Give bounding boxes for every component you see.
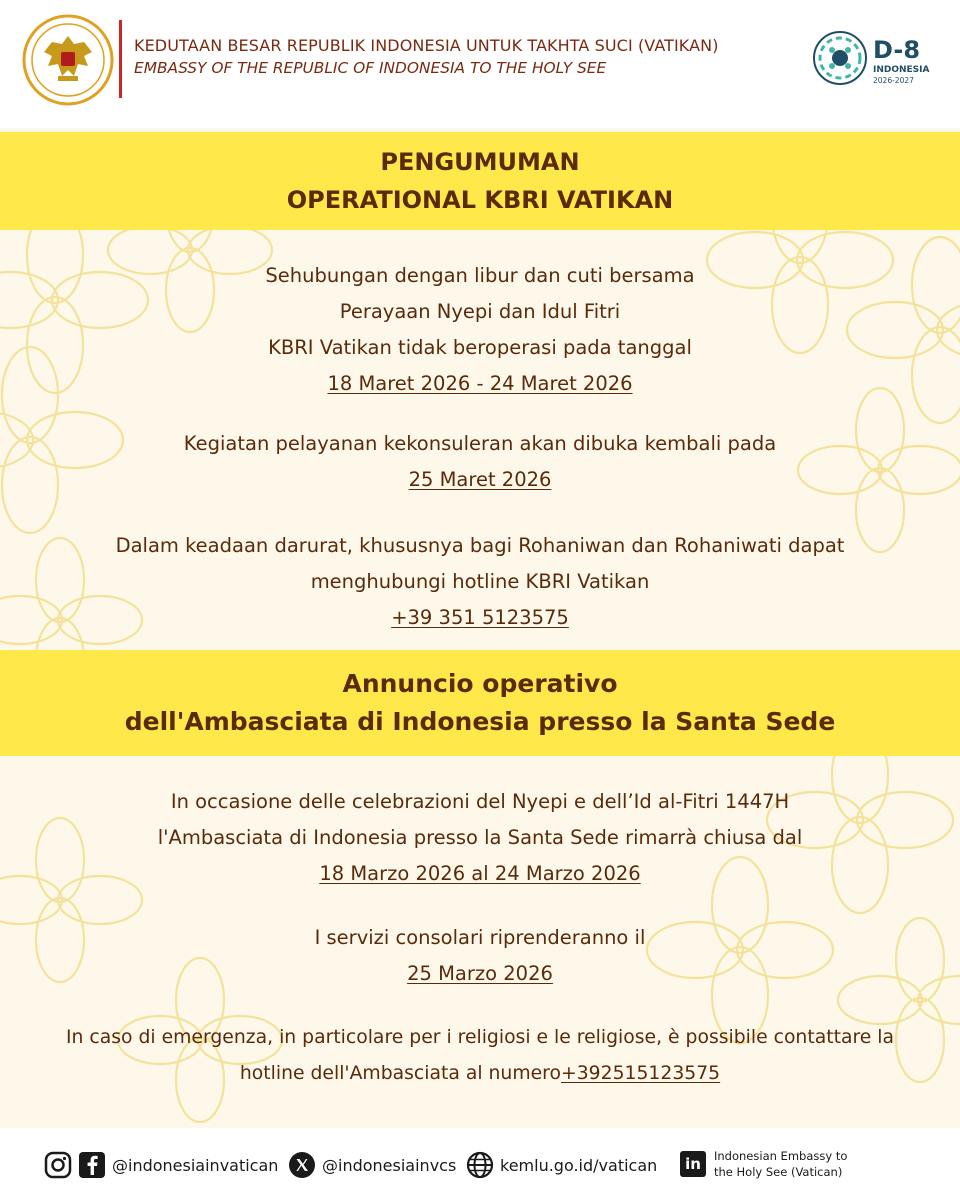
website-link[interactable] [466,1151,657,1179]
hotline-number[interactable]: +392515123575 [560,1063,721,1084]
paragraph-line: l'Ambasciata di Indonesia presso la Santa Sede rimarrà chiusa dal [157,826,803,849]
d8-years: 2026-2027 [873,76,914,85]
italian-paragraph-1 [0,784,960,892]
linkedin-line1: Indonesian Embassy to [714,1149,848,1163]
linkedin-icon[interactable]: in [680,1151,706,1177]
paragraph-line: menghubungi hotline KBRI Vatikan [310,570,650,593]
instagram-icon[interactable] [44,1151,72,1179]
indonesian-paragraph-3 [0,528,960,636]
instagram-facebook-handle[interactable]: @indonesiainvatican [112,1155,279,1175]
linkedin-line2: the Holy See (Vatican) [714,1165,843,1179]
header-divider [119,20,122,98]
paragraph-line: Perayaan Nyepi dan Idul Fitri [339,300,621,323]
banner-title-line2: dell'Ambasciata di Indonesia presso la Santa Sede [124,707,836,736]
indonesian-paragraph-1 [0,258,960,402]
reopening-date: 25 Maret 2026 [408,468,552,491]
paragraph-line: I servizi consolari riprenderanno il [314,926,646,949]
announcement-banner-indonesian [0,132,960,230]
italian-paragraph-3 [0,1020,960,1092]
paragraph-line: hotline dell'Ambasciata al numero [239,1063,561,1084]
paragraph-line: Dalam keadaan darurat, khususnya bagi Rohaniwan dan Rohaniwati dapat [115,534,845,557]
paragraph-line: In occasione delle celebrazioni del Nyepi e dell’Id al-Fitri 1447H [170,790,790,813]
paragraph-line: KBRI Vatikan tidak beroperasi pada tanggal [268,336,692,359]
reopening-date: 25 Marzo 2026 [407,962,553,985]
paragraph-line: In caso di emergenza, in particolare per i religiosi e le religiose, è possibile contattare la [65,1027,895,1048]
embassy-name-english: EMBASSY OF THE REPUBLIC OF INDONESIA TO THE HOLY SEE [134,59,607,77]
social-instagram-facebook[interactable] [44,1151,278,1179]
social-linkedin[interactable] [680,1146,847,1182]
x-icon[interactable] [288,1151,316,1179]
hotline-number[interactable]: +39 351 5123575 [391,606,569,629]
banner-title-line1: PENGUMUMAN [380,148,580,176]
banner-title-line1: Annuncio operativo [342,669,618,698]
globe-icon [466,1151,494,1179]
banner-title-line2: OPERATIONAL KBRI VATIKAN [286,186,674,214]
garuda-emblem-icon [22,14,114,106]
facebook-icon[interactable] [78,1151,106,1179]
social-x[interactable] [288,1151,456,1179]
x-handle[interactable]: @indonesiainvcs [322,1155,457,1175]
embassy-name-indonesian: KEDUTAAN BESAR REPUBLIK INDONESIA UNTUK TAKHTA SUCI (VATIKAN) [134,36,719,55]
website-url[interactable]: kemlu.go.id/vatican [500,1155,658,1175]
announcement-banner-italian [0,650,960,756]
closure-dates: 18 Marzo 2026 al 24 Marzo 2026 [319,862,641,885]
indonesian-paragraph-2 [0,426,960,498]
paragraph-line: Sehubungan dengan libur dan cuti bersama [265,264,695,287]
paragraph-line: Kegiatan pelayanan kekonsuleran akan dibuka kembali pada [183,432,777,455]
closure-dates: 18 Maret 2026 - 24 Maret 2026 [327,372,633,395]
d8-subtitle: INDONESIA [873,65,930,75]
italian-paragraph-2 [0,920,960,992]
linkedin-page-name[interactable] [714,1148,847,1180]
d8-title: D-8 [873,36,921,64]
header [0,0,960,128]
